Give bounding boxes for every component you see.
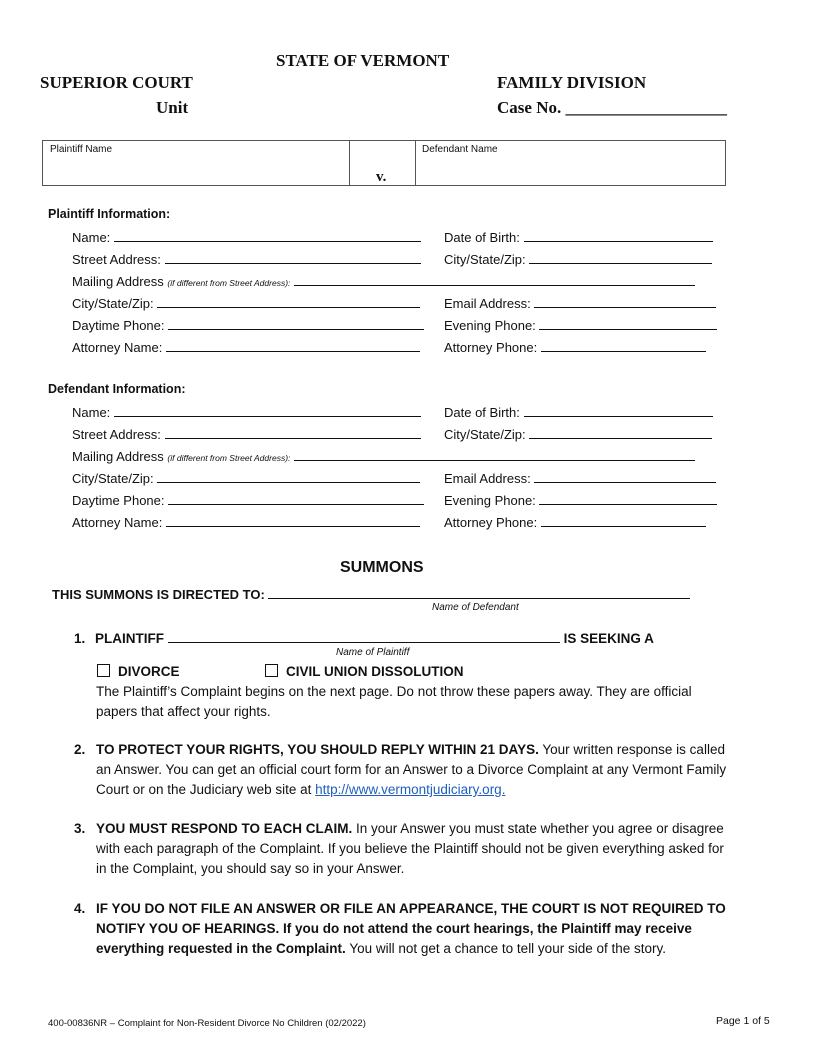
item4-bold: IF YOU DO NOT FILE AN ANSWER OR FILE AN APPEARANCE, THE COURT IS NOT REQUIRED TO NOTIFY YOU OF HEARINGS. If you do not attend the court hearings, the Plaintiff may receive everything requested in the Complaint. [96, 901, 726, 956]
parties-box [42, 140, 726, 186]
plaintiff-email-label: Email Address: [444, 296, 531, 311]
item4-number: 4. [74, 901, 86, 916]
defendant-name-field[interactable] [415, 141, 725, 185]
plaintiff-name-field[interactable] [43, 141, 350, 185]
unit-label: Unit [156, 98, 189, 117]
defendant-mailing-note: (if different from Street Address): [167, 453, 291, 463]
item3-bold: YOU MUST RESPOND TO EACH CLAIM. [96, 821, 353, 836]
item2-number: 2. [74, 742, 86, 757]
defendant-attorney-phone-label: Attorney Phone: [444, 515, 538, 530]
name-of-defendant-caption: Name of Defendant [432, 602, 519, 613]
defendant-daytime-input[interactable] [168, 492, 424, 505]
divorce-checkbox[interactable] [97, 664, 110, 677]
plaintiff-email-row [444, 295, 716, 311]
defendant-attorney-row [72, 514, 420, 530]
form-id: 400-00836NR – Complaint for Non-Resident Divorce No Children (02/2022) [48, 1018, 366, 1029]
defendant-email-label: Email Address: [444, 471, 531, 486]
defendant-street-row [72, 426, 421, 442]
defendant-city-input[interactable] [157, 470, 420, 483]
directed-to-row [52, 586, 690, 602]
defendant-info-heading: Defendant Information: [48, 382, 186, 396]
item1-number: 1. [74, 631, 86, 646]
defendant-city-row [72, 470, 420, 486]
item4-body [96, 899, 734, 959]
plaintiff-evening-row [444, 317, 717, 333]
plaintiff-name-input[interactable] [114, 229, 421, 242]
defendant-name-label-text: Name: [72, 405, 111, 420]
item4-text: You will not get a chance to tell your side of the story. [349, 941, 666, 956]
plaintiff-city-right-input[interactable] [529, 251, 712, 264]
civil-union-option[interactable] [265, 664, 464, 679]
plaintiff-name-label: Plaintiff Name [50, 144, 113, 155]
state-title: STATE OF VERMONT [276, 51, 450, 70]
defendant-city-right-input[interactable] [529, 426, 712, 439]
versus-label: v. [376, 169, 387, 185]
plaintiff-city-right-label: City/State/Zip: [444, 252, 526, 267]
plaintiff-daytime-row [72, 317, 424, 333]
summons-title: SUMMONS [340, 559, 424, 576]
plaintiff-evening-label: Evening Phone: [444, 318, 536, 333]
court-title: SUPERIOR COURT [40, 73, 193, 92]
plaintiff-attorney-phone-row [444, 339, 706, 355]
item1-plaintiff-label: PLAINTIFF [95, 631, 165, 646]
item1-seeking-label: IS SEEKING A [563, 631, 654, 646]
defendant-mailing-row [72, 448, 695, 464]
name-of-plaintiff-caption: Name of Plaintiff [336, 647, 410, 658]
defendant-daytime-label: Daytime Phone: [72, 493, 165, 508]
plaintiff-mailing-label: Mailing Address [72, 274, 164, 289]
division-title: FAMILY DIVISION [497, 73, 647, 92]
directed-to-input[interactable] [268, 586, 690, 599]
plaintiff-name-row [72, 229, 421, 245]
item2-body [96, 740, 734, 800]
plaintiff-city-row [72, 295, 420, 311]
plaintiff-street-row [72, 251, 421, 267]
defendant-dob-row [444, 404, 713, 420]
defendant-city-label: City/State/Zip: [72, 471, 154, 486]
item2 [74, 740, 734, 800]
defendant-mailing-label: Mailing Address [72, 449, 164, 464]
plaintiff-mailing-row [72, 273, 695, 289]
plaintiff-daytime-label: Daytime Phone: [72, 318, 165, 333]
defendant-email-row [444, 470, 716, 486]
item3-number: 3. [74, 821, 86, 836]
defendant-attorney-label: Attorney Name: [72, 515, 163, 530]
divorce-option[interactable] [97, 664, 180, 679]
defendant-street-input[interactable] [165, 426, 421, 439]
civil-union-checkbox[interactable] [265, 664, 278, 677]
plaintiff-city-input[interactable] [157, 295, 420, 308]
defendant-daytime-row [72, 492, 424, 508]
plaintiff-street-label: Street Address: [72, 252, 161, 267]
defendant-name-row [72, 404, 421, 420]
plaintiff-city-label: City/State/Zip: [72, 296, 154, 311]
plaintiff-attorney-label: Attorney Name: [72, 340, 163, 355]
plaintiff-mailing-note: (if different from Street Address): [167, 278, 291, 288]
item1-plaintiff-input[interactable] [168, 630, 560, 643]
item1-heading-row [74, 630, 654, 646]
defendant-attorney-phone-input[interactable] [541, 514, 706, 527]
plaintiff-evening-input[interactable] [539, 317, 717, 330]
directed-to-label: THIS SUMMONS IS DIRECTED TO: [52, 587, 265, 602]
item2-bold: TO PROTECT YOUR RIGHTS, YOU SHOULD REPLY WITHIN 21 DAYS. [96, 742, 539, 757]
item3 [74, 819, 734, 879]
plaintiff-attorney-input[interactable] [166, 339, 420, 352]
defendant-name-label: Defendant Name [422, 144, 498, 155]
plaintiff-dob-input[interactable] [524, 229, 713, 242]
plaintiff-attorney-row [72, 339, 420, 355]
plaintiff-street-input[interactable] [165, 251, 421, 264]
defendant-email-input[interactable] [534, 470, 716, 483]
defendant-city-right-label: City/State/Zip: [444, 427, 526, 442]
defendant-mailing-input[interactable] [294, 448, 695, 461]
plaintiff-daytime-input[interactable] [168, 317, 424, 330]
judiciary-website-link[interactable]: http://www.vermontjudiciary.org. [315, 782, 506, 797]
case-number[interactable]: Case No. ___________________ [497, 98, 727, 117]
defendant-dob-label: Date of Birth: [444, 405, 520, 420]
item2-text: Your written response is called an Answer. You can get an official court form for an Answer to a Divorce Complaint at any Vermont Family Court or on the Judiciary web site at [96, 742, 727, 797]
plaintiff-mailing-input[interactable] [294, 273, 695, 286]
defendant-evening-label: Evening Phone: [444, 493, 536, 508]
defendant-evening-row [444, 492, 717, 508]
plaintiff-attorney-phone-label: Attorney Phone: [444, 340, 538, 355]
item3-text: In your Answer you must state whether you agree or disagree with each paragraph of the Complaint. If you believe the Plaintiff should not be given everything asked for in the Complaint, you should say so in your Answer. [96, 821, 724, 876]
plaintiff-city-right-row [444, 251, 712, 267]
defendant-attorney-input[interactable] [166, 514, 420, 527]
defendant-name-input[interactable] [114, 404, 421, 417]
plaintiff-email-input[interactable] [534, 295, 716, 308]
item4 [74, 899, 734, 959]
item1-text: The Plaintiff’s Complaint begins on the next page. Do not throw these papers away. They are official papers that affect your rights. [96, 684, 692, 719]
defendant-evening-input[interactable] [539, 492, 717, 505]
plaintiff-info-heading: Plaintiff Information: [48, 207, 171, 221]
versus-cell [349, 141, 416, 185]
plaintiff-dob-row [444, 229, 713, 245]
defendant-attorney-phone-row [444, 514, 706, 530]
plaintiff-attorney-phone-input[interactable] [541, 339, 706, 352]
defendant-street-label: Street Address: [72, 427, 161, 442]
page-number: Page 1 of 5 [716, 1015, 770, 1027]
defendant-dob-input[interactable] [524, 404, 713, 417]
civil-union-label: CIVIL UNION DISSOLUTION [286, 664, 464, 679]
plaintiff-name-label-text: Name: [72, 230, 111, 245]
plaintiff-dob-label: Date of Birth: [444, 230, 520, 245]
item3-body [96, 819, 734, 879]
defendant-city-right-row [444, 426, 712, 442]
divorce-label: DIVORCE [118, 664, 180, 679]
